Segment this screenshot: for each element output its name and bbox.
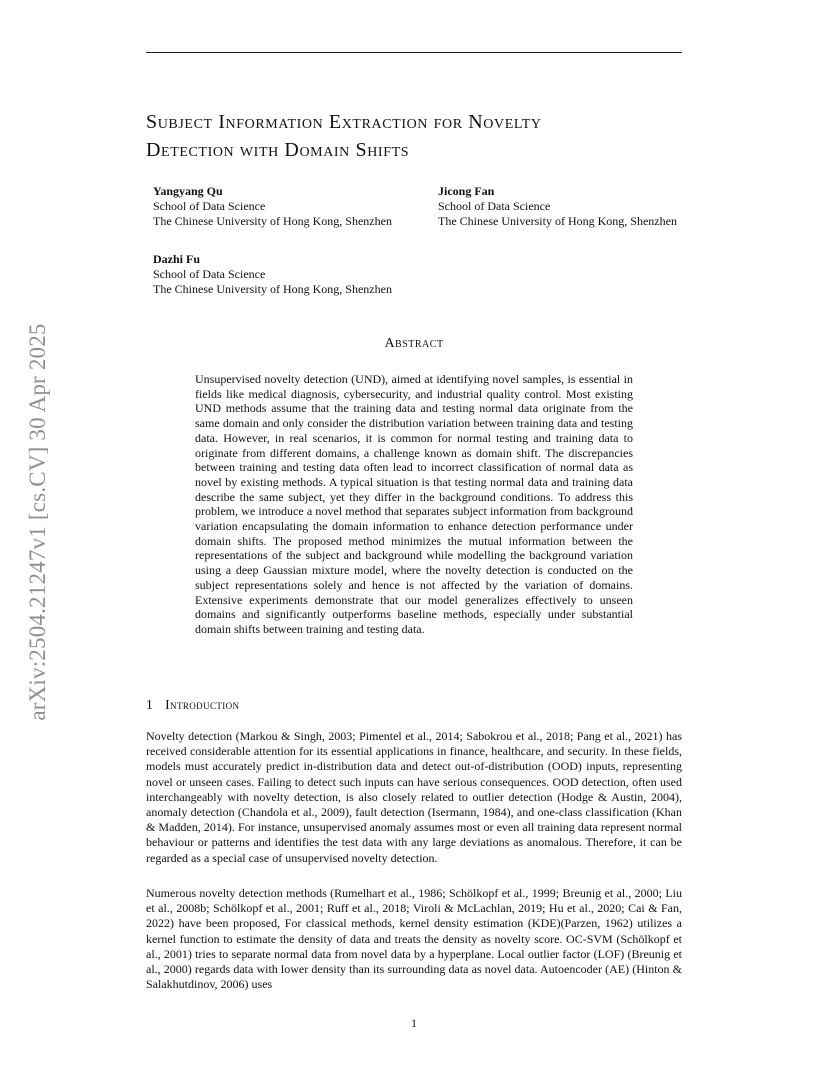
author-block [153,184,392,229]
author-block [438,184,677,229]
abstract-text: Unsupervised novelty detection (UND), aimed at identifying novel samples, is essential in fields like medical diagnosis, cybersecurity, and industrial quality control. Most existing UND methods assume that the training data and testing normal data originate from the same domain and only consider the distribution variation between training data and testing data. However, in real scenarios, it is common for normal testing and training data to originate from different domains, a challenge known as domain shift. The discrepancies between training and testing data often lead to incorrect classification of normal data as novel by existing methods. A typical situation is that testing normal data and training data describe the same subject, yet they differ in the background conditions. To address this problem, we introduce a novel method that separates subject information from background variation encapsulating the domain information to enhance detection performance under domain shifts. The proposed method minimizes the mutual information between the representations of the subject and background while modelling the background variation using a deep Gaussian mixture model, where the novelty detection is conducted on the subject representations solely and hence is not affected by the variation of domains. Extensive experiments demonstrate that our model generalizes effectively to unseen domains and significantly outperforms baseline methods, especially under substantial domain shifts between training and testing data. [195,372,633,636]
author-name: Jicong Fan [438,184,495,198]
title-line-1: Subject Information Extraction for Novelty [146,111,542,133]
abstract-heading: Abstract [384,336,444,351]
body-paragraph: Numerous novelty detection methods (Rumelhart et al., 1986; Schölkopf et al., 1999; Breunig et al., 2000; Liu et al., 2008b; Schölkopf et al., 2001; Ruff et al., 2018; Viroli & McLachlan, 2019; Hu et al., 2020; Cai & Fan, 2022) have been proposed, For classical methods, kernel density estimation (KDE)(Parzen, 1962) utilizes a kernel function to estimate the density of data and treats the density as novelty score. OC-SVM (Schölkopf et al., 2001) tries to separate normal data from novel data by a hyperplane. Local outlier factor (LOF) (Breunig et al., 2000) regards data with lower density than its surrounding data as novel data. Autoencoder (AE) (Hinton & Salakhutdinov, 2006) uses [146,886,682,992]
page-number: 1 [411,1016,417,1030]
author-affiliation: The Chinese University of Hong Kong, Shenzhen [153,282,392,296]
section-title: Introduction [165,697,240,712]
title-line-2: Detection with Domain Shifts [146,139,410,161]
top-rule [146,52,682,53]
author-name: Dazhi Fu [153,252,201,266]
section-heading [146,697,239,713]
author-dept: School of Data Science [438,199,551,213]
body-paragraph: Novelty detection (Markou & Singh, 2003; Pimentel et al., 2014; Sabokrou et al., 2018; Pang et al., 2021) has received considerable attention for its essential applications in finance, healthcare, and security. In these fields, models must accurately predict in-distribution data and detect out-of-distribution (OOD) inputs, representing novel or unseen cases. Failing to detect such inputs can have serious consequences. OOD detection, often used interchangeably with novelty detection, is also closely related to outlier detection (Hodge & Austin, 2004), anomaly detection (Chandola et al., 2009), fault detection (Isermann, 1984), and one-class classification (Khan & Madden, 2014). For instance, unsupervised anomaly assumes most or even all training data represent normal behaviour or patterns and identifies the test data with any large deviations as anomalous. Therefore, it can be regarded as a special case of unsupervised novelty detection. [146,729,682,865]
author-block [153,252,392,297]
section-number: 1 [146,697,154,712]
author-affiliation: The Chinese University of Hong Kong, Shenzhen [438,214,677,228]
paper-title [146,108,706,164]
author-dept: School of Data Science [153,199,266,213]
arxiv-id-text: arXiv:2504.21247v1 [cs.CV] 30 Apr 2025 [25,323,50,721]
author-affiliation: The Chinese University of Hong Kong, Shenzhen [153,214,392,228]
author-dept: School of Data Science [153,267,266,281]
author-name: Yangyang Qu [153,184,223,198]
